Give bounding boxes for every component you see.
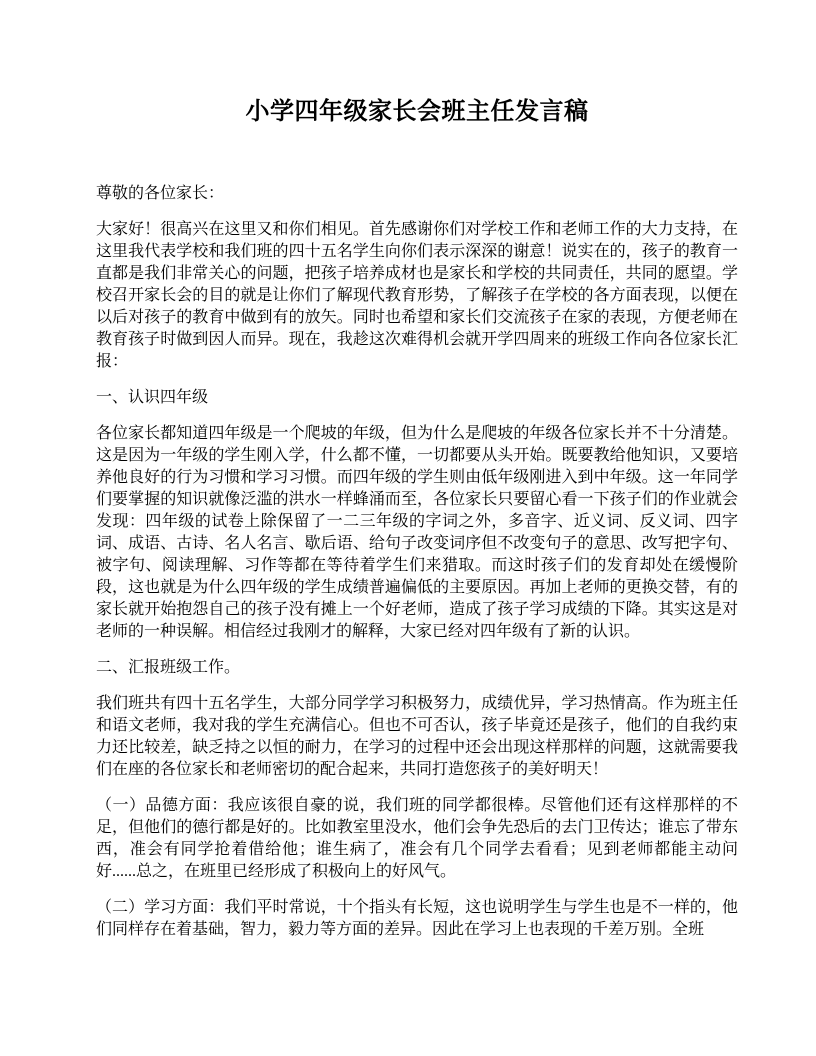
body-paragraph: （二）学习方面：我们平时常说，十个指头有长短，这也说明学生与学生也是不一样的，他们同样存在着基础，智力，毅力等方面的差异。因此在学习上也表现的千差万别。全班 (96, 899, 738, 938)
document-title: 小学四年级家长会班主任发言稿 (245, 99, 589, 125)
body-paragraph: 我们班共有四十五名学生，大部分同学学习积极努力，成绩优异，学习热情高。作为班主任和语文老师，我对我的学生充满信心。但也不可否认，孩子毕竟还是孩子，他们的自我约束力还比较差，缺乏持之以恒的耐力，在学习的过程中还会出现这样那样的问题，这就需要我们在座的各位家长和老师密切的配合起来，共同打造您孩子的美好明天！ (96, 695, 738, 778)
section-heading: 二、汇报班级工作。 (96, 659, 241, 676)
document-body (96, 219, 738, 941)
body-paragraph: 各位家长都知道四年级是一个爬坡的年级，但为什么是爬坡的年级各位家长并不十分清楚。这是因为一年级的学生刚入学，什么都不懂，一切都要从头开始。既要教给他知识，又要培养他良好的行为习惯和学习习惯。而四年级的学生则由低年级刚进入到中年级。这一年同学们要掌握的知识就像泛滥的洪水一样蜂涌而至，各位家长只要留心看一下孩子们的作业就会发现：四年级的试卷上除保留了一二三年级的字词之外，多音字、近义词、反义词、四字词、成语、古诗、名人名言、歇后语、给句子改变词序但不改变句子的意思、改写把字句、被字句、阅读理解、习作等都在等待着学生们来猎取。而这时孩子们的发育却处在缓慢阶段，这也就是为什么四年级的学生成绩普遍偏低的主要原因。再加上老师的更换交替，有的家长就开始抱怨自己的孩子没有摊上一个好老师，造成了孩子学习成绩的下降。其实这是对老师的一种误解。相信经过我刚才的解释，大家已经对四年级有了新的认识。 (96, 425, 738, 640)
salutation: 尊敬的各位家长： (96, 185, 225, 202)
section-heading: 一、认识四年级 (96, 389, 209, 406)
body-paragraph: 大家好！很高兴在这里又和你们相见。首先感谢你们对学校工作和老师工作的大力支持，在这里我代表学校和我们班的四十五名学生向你们表示深深的谢意！说实在的，孩子的教育一直都是我们非常关心的问题，把孩子培养成材也是家长和学校的共同责任，共同的愿望。学校召开家长会的目的就是让你们了解现代教育形势，了解孩子在学校的各方面表现，以便在以后对孩子的教育中做到有的放矢。同时也希望和家长们交流孩子在家的表现，方便老师在教育孩子时做到因人而异。现在，我趁这次难得机会就开学四周来的班级工作向各位家长汇报： (96, 221, 738, 370)
body-paragraph: （一）品德方面：我应该很自豪的说，我们班的同学都很棒。尽管他们还有这样那样的不足，但他们的德行都是好的。比如教室里没水，他们会争先恐后的去门卫传达；谁忘了带东西，准会有同学抢着借给他；谁生病了，准会有几个同学去看看；见到老师都能主动问好......总之，在班里已经形成了积极向上的好风气。 (96, 797, 738, 880)
